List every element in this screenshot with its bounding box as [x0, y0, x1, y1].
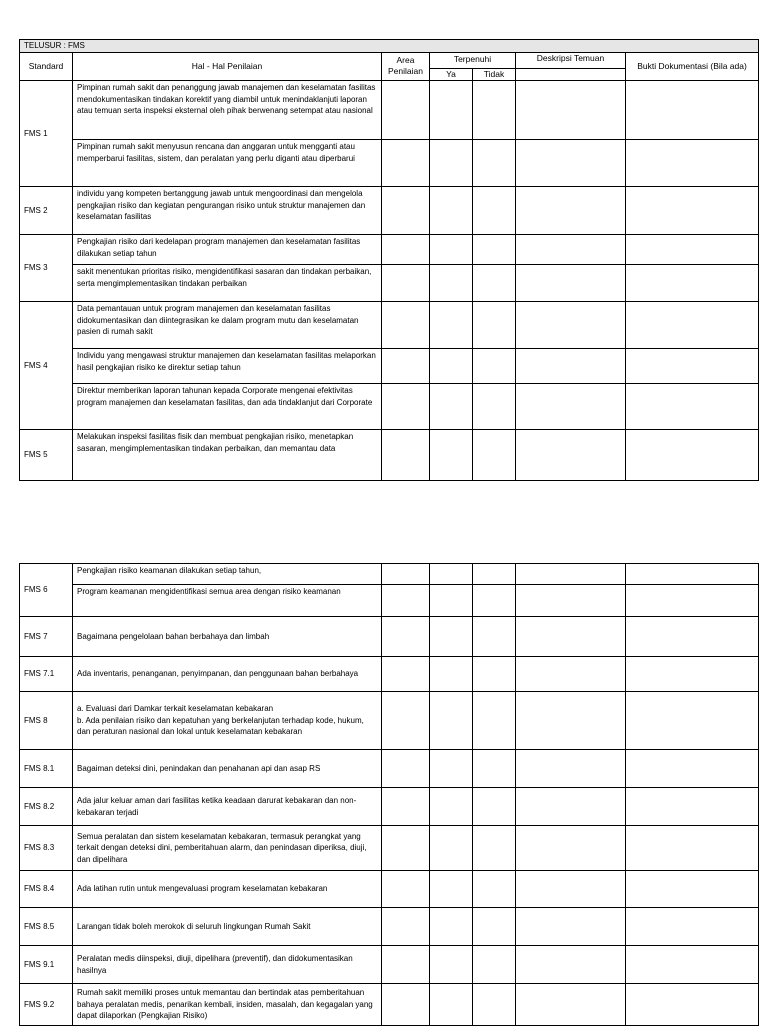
deskripsi-cell[interactable]	[516, 946, 626, 984]
area-cell[interactable]	[382, 946, 430, 984]
bukti-cell[interactable]	[626, 430, 759, 481]
bukti-cell[interactable]	[626, 81, 759, 140]
deskripsi-cell[interactable]	[516, 657, 626, 692]
bukti-cell[interactable]	[626, 946, 759, 984]
assessment-item: Pimpinan rumah sakit menyusun rencana dan anggaran untuk mengganti atau memperbarui fasilitas, sistem, dan peralatan yang perlu diganti atau diperbarui	[73, 140, 382, 187]
standard-cell: FMS 2	[20, 187, 73, 235]
assessment-item: Rumah sakit memiliki proses untuk memantau dan bertindak atas pemberitahuan bahaya peralatan medis, penarikan kembali, insiden, masalah, dan kegagalan yang dapat dilaporkan (Pengkajian Risiko)	[73, 984, 382, 1026]
header-ya: Ya	[430, 68, 473, 81]
bukti-cell[interactable]	[626, 349, 759, 384]
standard-cell: FMS 4	[20, 302, 73, 430]
deskripsi-cell[interactable]	[516, 140, 626, 187]
deskripsi-cell[interactable]	[516, 302, 626, 349]
deskripsi-cell[interactable]	[516, 585, 626, 617]
tidak-cell[interactable]	[473, 826, 516, 871]
tidak-cell[interactable]	[473, 564, 516, 585]
deskripsi-cell[interactable]	[516, 908, 626, 946]
standard-cell: FMS 7	[20, 617, 73, 657]
tidak-cell[interactable]	[473, 617, 516, 657]
assessment-table-page-1	[19, 39, 759, 481]
area-cell[interactable]	[382, 692, 430, 750]
assessment-item: Direktur memberikan laporan tahunan kepada Corporate mengenai efektivitas program manajemen dan keselamatan fasilitas, dan ada tindaklanjut dari Corporate	[73, 384, 382, 430]
ya-cell[interactable]	[430, 984, 473, 1026]
area-cell[interactable]	[382, 302, 430, 349]
tidak-cell[interactable]	[473, 384, 516, 430]
area-cell[interactable]	[382, 140, 430, 187]
tidak-cell[interactable]	[473, 349, 516, 384]
assessment-item: Peralatan medis diinspeksi, diuji, dipelihara (preventif), dan didokumentasikan hasilnya	[73, 946, 382, 984]
bukti-cell[interactable]	[626, 826, 759, 871]
assessment-item: a. Evaluasi dari Damkar terkait keselamatan kebakaran b. Ada penilaian risiko dan kepatuhan yang berkelanjutan terhadap kode, hukum, dan peraturan nasional dan lokal untuk keselamatan kebakaran	[73, 692, 382, 750]
deskripsi-cell[interactable]	[516, 564, 626, 585]
assessment-item: Bagaimana pengelolaan bahan berbahaya dan limbah	[73, 617, 382, 657]
assessment-item: Bagaiman deteksi dini, penindakan dan penahanan api dan asap RS	[73, 750, 382, 788]
deskripsi-cell[interactable]	[516, 187, 626, 235]
tidak-cell[interactable]	[473, 692, 516, 750]
bukti-cell[interactable]	[626, 265, 759, 302]
assessment-item: Larangan tidak boleh merokok di seluruh lingkungan Rumah Sakit	[73, 908, 382, 946]
bukti-cell[interactable]	[626, 187, 759, 235]
area-cell[interactable]	[382, 349, 430, 384]
bukti-cell[interactable]	[626, 788, 759, 826]
deskripsi-cell[interactable]	[516, 265, 626, 302]
area-cell[interactable]	[382, 585, 430, 617]
ya-cell[interactable]	[430, 692, 473, 750]
standard-cell: FMS 7.1	[20, 657, 73, 692]
tidak-cell[interactable]	[473, 430, 516, 481]
tidak-cell[interactable]	[473, 81, 516, 140]
header-deskripsi-temuan: Deskripsi Temuan	[516, 52, 626, 68]
deskripsi-cell[interactable]	[516, 826, 626, 871]
ya-cell[interactable]	[430, 302, 473, 349]
deskripsi-cell[interactable]	[516, 788, 626, 826]
area-cell[interactable]	[382, 187, 430, 235]
deskripsi-cell[interactable]	[516, 235, 626, 265]
standard-cell: FMS 8.2	[20, 788, 73, 826]
bukti-cell[interactable]	[626, 585, 759, 617]
deskripsi-cell[interactable]	[516, 984, 626, 1026]
header-hal-penilaian: Hal - Hal Penilaian	[73, 52, 382, 81]
header-standard: Standard	[20, 52, 73, 81]
standard-cell: FMS 6	[20, 564, 73, 617]
standard-cell: FMS 9.2	[20, 984, 73, 1026]
tidak-cell[interactable]	[473, 265, 516, 302]
header-deskripsi-blank	[516, 68, 626, 81]
area-cell[interactable]	[382, 384, 430, 430]
standard-cell: FMS 8.1	[20, 750, 73, 788]
tidak-cell[interactable]	[473, 946, 516, 984]
assessment-item: Ada latihan rutin untuk mengevaluasi program keselamatan kebakaran	[73, 871, 382, 908]
assessment-item: Individu yang mengawasi struktur manajemen dan keselamatan fasilitas melaporkan hasil pengkajian risiko ke direktur setiap tahun	[73, 349, 382, 384]
bukti-cell[interactable]	[626, 302, 759, 349]
assessment-item: Pengkajian risiko keamanan dilakukan setiap tahun,	[73, 564, 382, 585]
assessment-table-page-2	[19, 563, 759, 1026]
area-cell[interactable]	[382, 984, 430, 1026]
ya-cell[interactable]	[430, 826, 473, 871]
area-cell[interactable]	[382, 788, 430, 826]
tidak-cell[interactable]	[473, 908, 516, 946]
area-cell[interactable]	[382, 871, 430, 908]
ya-cell[interactable]	[430, 81, 473, 140]
tidak-cell[interactable]	[473, 235, 516, 265]
bukti-cell[interactable]	[626, 235, 759, 265]
standard-cell: FMS 8.3	[20, 826, 73, 871]
area-cell[interactable]	[382, 430, 430, 481]
assessment-item: Data pemantauan untuk program manajemen dan keselamatan fasilitas didokumentasikan dan diintegrasikan ke dalam program mutu dan keselamatan pasien di rumah sakit	[73, 302, 382, 349]
header-tidak: Tidak	[473, 68, 516, 81]
deskripsi-cell[interactable]	[516, 692, 626, 750]
ya-cell[interactable]	[430, 617, 473, 657]
deskripsi-cell[interactable]	[516, 430, 626, 481]
bukti-cell[interactable]	[626, 657, 759, 692]
deskripsi-cell[interactable]	[516, 81, 626, 140]
ya-cell[interactable]	[430, 750, 473, 788]
assessment-item: Ada inventaris, penanganan, penyimpanan, dan penggunaan bahan berbahaya	[73, 657, 382, 692]
ya-cell[interactable]	[430, 564, 473, 585]
bukti-cell[interactable]	[626, 564, 759, 585]
tidak-cell[interactable]	[473, 788, 516, 826]
tidak-cell[interactable]	[473, 657, 516, 692]
ya-cell[interactable]	[430, 140, 473, 187]
standard-cell: FMS 1	[20, 81, 73, 187]
standard-cell: FMS 8	[20, 692, 73, 750]
header-terpenuhi: Terpenuhi	[430, 52, 516, 68]
bukti-cell[interactable]	[626, 871, 759, 908]
standard-cell: FMS 8.5	[20, 908, 73, 946]
area-cell[interactable]	[382, 826, 430, 871]
tidak-cell[interactable]	[473, 984, 516, 1026]
bukti-cell[interactable]	[626, 750, 759, 788]
ya-cell[interactable]	[430, 657, 473, 692]
deskripsi-cell[interactable]	[516, 750, 626, 788]
ya-cell[interactable]	[430, 384, 473, 430]
deskripsi-cell[interactable]	[516, 384, 626, 430]
area-cell[interactable]	[382, 235, 430, 265]
deskripsi-cell[interactable]	[516, 617, 626, 657]
ya-cell[interactable]	[430, 265, 473, 302]
assessment-item: individu yang kompeten bertanggung jawab untuk mengoordinasi dan mengelola pengkajian risiko dan kegiatan pengurangan risiko untuk struktur manajemen dan keselamatan fasilitas	[73, 187, 382, 235]
assessment-item: sakit menentukan prioritas risiko, mengidentifikasi sasaran dan tindakan perbaikan, serta mengimplementasikan tindakan perbaikan	[73, 265, 382, 302]
bukti-cell[interactable]	[626, 984, 759, 1026]
ya-cell[interactable]	[430, 235, 473, 265]
header-bukti-dokumentasi: Bukti Dokumentasi (Bila ada)	[626, 52, 759, 81]
assessment-item: Program keamanan mengidentifikasi semua area dengan risiko keamanan	[73, 585, 382, 617]
assessment-item: Melakukan inspeksi fasilitas fisik dan membuat pengkajian risiko, menetapkan sasaran, mengimplementasikan tindakan perbaikan, dan memantau data	[73, 430, 382, 481]
tidak-cell[interactable]	[473, 140, 516, 187]
bukti-cell[interactable]	[626, 384, 759, 430]
area-cell[interactable]	[382, 617, 430, 657]
ya-cell[interactable]	[430, 871, 473, 908]
bukti-cell[interactable]	[626, 908, 759, 946]
ya-cell[interactable]	[430, 585, 473, 617]
ya-cell[interactable]	[430, 430, 473, 481]
area-cell[interactable]	[382, 908, 430, 946]
standard-cell: FMS 8.4	[20, 871, 73, 908]
assessment-item: Pengkajian risiko dari kedelapan program manajemen dan keselamatan fasilitas dilakukan setiap tahun	[73, 235, 382, 265]
standard-cell: FMS 3	[20, 235, 73, 302]
assessment-item: Pimpinan rumah sakit dan penanggung jawab manajemen dan keselamatan fasilitas mendokumentasikan tindakan korektif yang diambil untuk menindaklanjuti laporan atau temuan serta inspeksi eksternal oleh pihak berwenang setempat atau nasional	[73, 81, 382, 140]
ya-cell[interactable]	[430, 946, 473, 984]
telusur-label: TELUSUR : FMS	[20, 40, 759, 53]
standard-cell: FMS 5	[20, 430, 73, 481]
assessment-item: Ada jalur keluar aman dari fasilitas ketika keadaan darurat kebakaran dan non-kebakaran terjadi	[73, 788, 382, 826]
ya-cell[interactable]	[430, 349, 473, 384]
area-cell[interactable]	[382, 81, 430, 140]
bukti-cell[interactable]	[626, 140, 759, 187]
area-cell[interactable]	[382, 657, 430, 692]
deskripsi-cell[interactable]	[516, 349, 626, 384]
ya-cell[interactable]	[430, 908, 473, 946]
tidak-cell[interactable]	[473, 187, 516, 235]
tidak-cell[interactable]	[473, 750, 516, 788]
assessment-item: Semua peralatan dan sistem keselamatan kebakaran, termasuk perangkat yang terkait dengan deteksi dini, pemberitahuan alarm, dan penindasan diperiksa, diuji, dan dipelihara	[73, 826, 382, 871]
tidak-cell[interactable]	[473, 871, 516, 908]
ya-cell[interactable]	[430, 788, 473, 826]
area-cell[interactable]	[382, 564, 430, 585]
bukti-cell[interactable]	[626, 617, 759, 657]
tidak-cell[interactable]	[473, 585, 516, 617]
area-cell[interactable]	[382, 750, 430, 788]
standard-cell: FMS 9.1	[20, 946, 73, 984]
area-cell[interactable]	[382, 265, 430, 302]
header-area-penilaian: Area Penilaian	[382, 52, 430, 81]
deskripsi-cell[interactable]	[516, 871, 626, 908]
tidak-cell[interactable]	[473, 302, 516, 349]
bukti-cell[interactable]	[626, 692, 759, 750]
ya-cell[interactable]	[430, 187, 473, 235]
